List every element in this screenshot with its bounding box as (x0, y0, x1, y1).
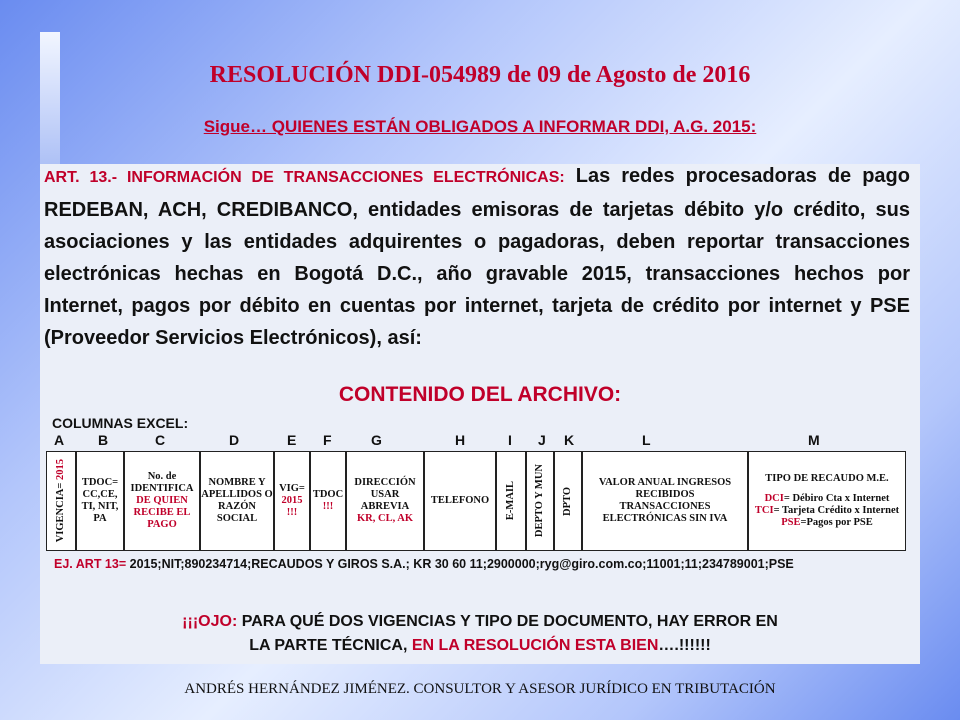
column-letter-a: A (54, 432, 65, 448)
column-letter-d: D (229, 432, 240, 448)
example-value: 2015;NIT;890234714;RECAUDOS Y GIROS S.A.; KR 30 60 11;2900000;ryg@giro.com.co;11001;11;234789001;PSE (126, 557, 794, 571)
column-g-label: DIRECCIÓN USAR ABREVIA (354, 477, 416, 512)
column-m-tci-text: = Tarjeta Crédito x Internet (773, 505, 900, 516)
article-lead: ART. 13.- INFORMACIÓN DE TRANSACCIONES ELECTRÓNICAS: (44, 169, 565, 186)
column-g-direccion (347, 452, 425, 550)
column-letter-f: F (323, 432, 332, 448)
column-letter-k: K (564, 432, 575, 448)
column-letter-m: M (808, 432, 820, 448)
column-letter-g: G (371, 432, 382, 448)
warning-text-1: PARA QUÉ DOS VIGENCIAS Y TIPO DE DOCUMENTO, HAY ERROR EN (237, 613, 778, 630)
excel-columns-table (46, 451, 906, 551)
column-letter-j: J (538, 432, 546, 448)
warning-text-3: ….!!!!!! (658, 637, 711, 654)
column-k-label: DPTO (562, 486, 573, 516)
column-i-label: E-MAIL (505, 481, 516, 521)
column-f-label: TDOC (312, 489, 344, 500)
article-paragraph (44, 160, 910, 354)
column-h-label: TELEFONO (430, 495, 490, 506)
warning-emphasis: EN LA RESOLUCIÓN ESTA BIEN (411, 637, 659, 654)
column-f-tdoc (311, 452, 347, 550)
column-m-tci-code: TCI (754, 505, 774, 516)
column-a-vigencia (47, 452, 77, 550)
warning-prefix: ¡¡¡OJO: (182, 613, 238, 630)
column-e-label: VIG= (279, 483, 305, 494)
column-b-label: TDOC= CC,CE, TI, NIT, PA (81, 477, 119, 524)
column-j-label: DEPTO Y MUN (534, 464, 545, 538)
column-m-dci-code: DCI (764, 493, 784, 504)
column-a-value: 2015 (55, 459, 66, 481)
column-l-label: VALOR ANUAL INGRESOS RECIBIDOS TRANSACCIONES ELECTRÓNICAS SIN IVA (598, 477, 732, 524)
contenido-heading: CONTENIDO DEL ARCHIVO: (338, 383, 622, 406)
column-j-depto-mun (527, 452, 555, 550)
column-m-pse-code: PSE (781, 517, 801, 528)
column-a-label: VIGENCIA= (55, 482, 66, 543)
column-m-dci-text: = Débiro Cta x Internet (783, 493, 890, 504)
column-e-vig (275, 452, 311, 550)
column-letter-h: H (455, 432, 466, 448)
column-l-valor (583, 452, 749, 550)
column-letter-c: C (155, 432, 166, 448)
column-letter-i: I (508, 432, 512, 448)
column-g-note: KR, CL, AK (356, 513, 413, 524)
column-b-tdoc (77, 452, 125, 550)
slide-subtitle: Sigue… QUIENES ESTÁN OBLIGADOS A INFORMAR DDI, A.G. 2015: (203, 117, 757, 136)
author-footer: ANDRÉS HERNÁNDEZ JIMÉNEZ. CONSULTOR Y ASESOR JURÍDICO EN TRIBUTACIÓN (184, 681, 776, 697)
column-h-telefono (425, 452, 497, 550)
column-m-tipo-recaudo (749, 452, 905, 550)
columnas-label: COLUMNAS EXCEL: (52, 415, 189, 431)
column-m-label: TIPO DE RECAUDO M.E. (765, 473, 889, 484)
column-letter-e: E (287, 432, 297, 448)
example-label: EJ. ART 13= (54, 557, 127, 571)
warning-text-2: LA PARTE TÉCNICA, (249, 637, 412, 654)
column-c-identificacion (125, 452, 201, 550)
column-letter-l: L (642, 432, 651, 448)
column-f-note: !!! (322, 501, 334, 512)
slide-title: RESOLUCIÓN DDI-054989 de 09 de Agosto de 2016 (209, 62, 751, 88)
warning-note (0, 610, 960, 658)
example-line (54, 557, 794, 571)
column-d-label: NOMBRE Y APELLIDOS O RAZÓN SOCIAL (201, 477, 273, 524)
column-m-pse-text: =Pagos por PSE (800, 517, 873, 528)
column-k-dpto (555, 452, 583, 550)
column-i-email (497, 452, 527, 550)
article-text: Las redes procesadoras de pago REDEBAN, ACH, CREDIBANCO, entidades emisoras de tarjetas débito y/o crédito, sus asociaciones y las entidades adquirentes o pagadoras, deben reportar transacciones electrónicas hechas en Bogotá D.C., año gravable 2015, transacciones hechos por Internet, pagos por débito en cuentas por internet, tarjeta de crédito por internet y PSE (Proveedor Servicios Electrónicos), así: (44, 165, 910, 349)
column-letter-b: B (98, 432, 109, 448)
decorative-vertical-bar (40, 32, 60, 164)
column-e-note: 2015 !!! (281, 495, 303, 518)
column-c-note: DE QUIEN RECIBE EL PAGO (133, 495, 191, 530)
column-d-nombre (201, 452, 275, 550)
column-c-label: No. de IDENTIFICA (130, 471, 194, 494)
